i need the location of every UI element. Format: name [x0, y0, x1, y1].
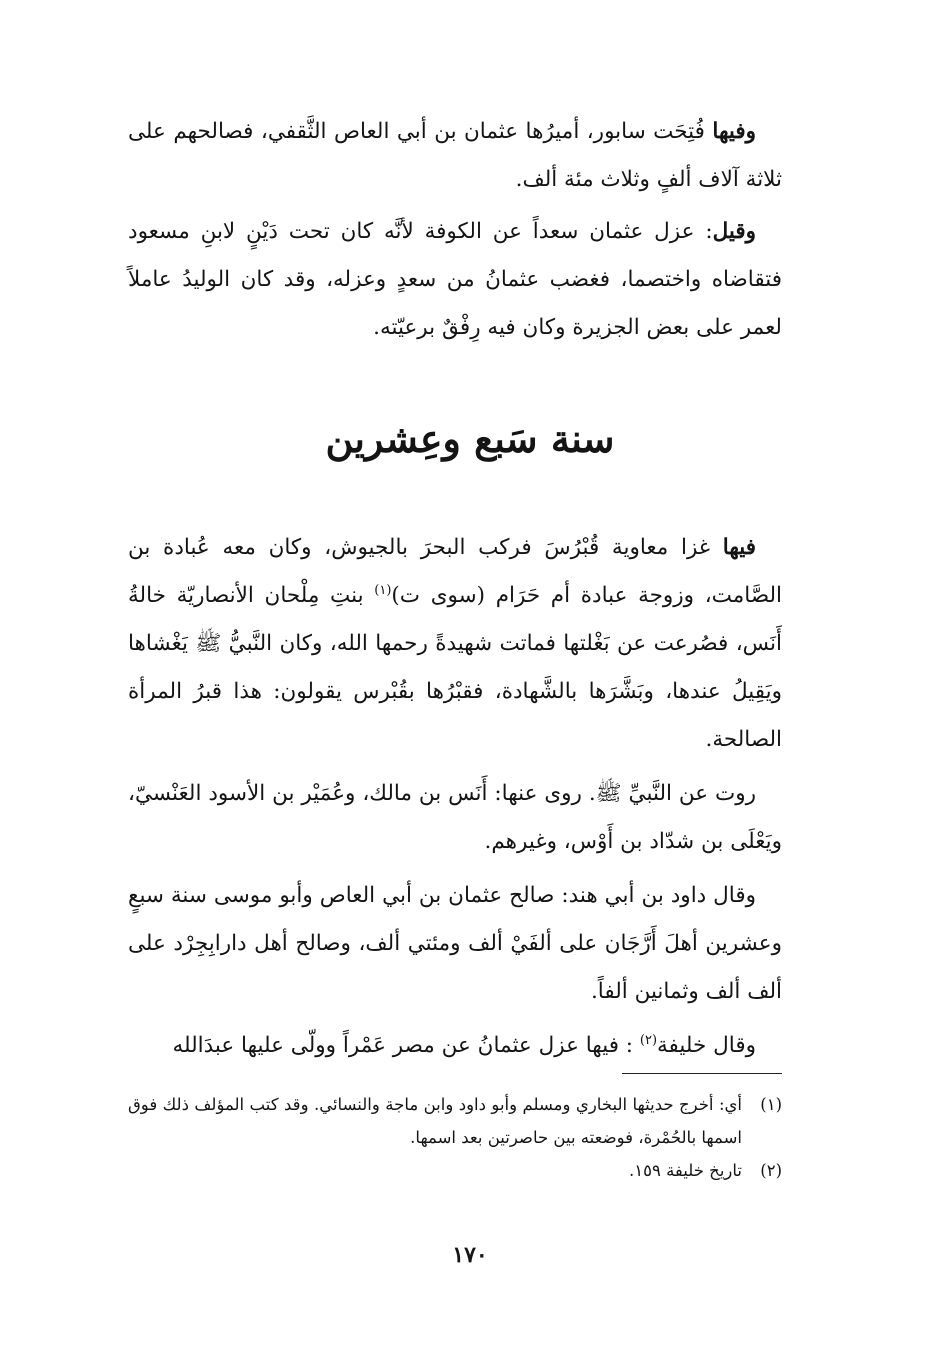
paragraph-text: : فيها عزل عثمانُ عن مصر عَمْراً وولّى عليها عبدَالله: [172, 1033, 640, 1058]
paragraph-text: فُتِحَت سابور، أميرُها عثمان بن أبي العاص الثَّقفي، فصالحهم على ثلاثة آلاف ألفٍ وثلاث مئة ألف.: [128, 119, 782, 192]
footnote-separator: [622, 1073, 782, 1074]
footnote-marker[interactable]: (١): [374, 582, 392, 598]
paragraph-sabur-conquest: [128, 108, 782, 204]
paragraph-narrators: [128, 770, 782, 866]
intro-block: [128, 108, 782, 362]
footnote-marker[interactable]: (٢): [639, 1032, 658, 1048]
paragraph-text: وقال خليفة: [657, 1033, 756, 1058]
paragraph-text: بنتِ مِلْحان الأنصاريّة خالةُ أَنَس، فصُرعت عن بَغْلتها فماتت شهيدةً رحمها الله، وكان النَّبيُّ ﷺ يَغْشاها ويَقِيلُ عندها، وبَشَّرَها بالشَّهادة، فقبْرُها بقُبْرس يقولون: هذا قبرُ المرأة الصالحة.: [128, 583, 782, 752]
paragraph-dawud-report: [128, 872, 782, 1016]
lead-word: فيها: [722, 535, 756, 560]
footnote-number: (١): [760, 1095, 782, 1114]
paragraph-text: روت عن النَّبيِّ ﷺ. روى عنها: أَنَس بن مالك، وعُمَيْر بن الأسود العَنْسيّ، ويَعْلَى بن شدّاد بن أَوْس، وغيرهم.: [128, 781, 782, 854]
paragraph-saad-dismissal: [128, 208, 782, 352]
paragraph-text: : عزل عثمان سعداً عن الكوفة لأنَّه كان تحت دَيْنٍ لابنِ مسعود فتقاضاه واختصما، فغضب عثمانُ من سعدٍ وعزله، وقد كان الوليدُ عاملاً لعمر على بعض الجزيرة وكان فيه رِفْقٌ برعيّته.: [128, 219, 782, 340]
paragraph-khalifa-report: [128, 1022, 782, 1070]
lead-word: وقيل: [712, 219, 756, 244]
paragraph-cyprus-raid: [128, 524, 782, 764]
paragraph-text: وقال داود بن أبي هند: صالح عثمان بن أبي العاص وأبو موسى سنة سبعٍ وعشرين أهلَ أَرَّجَان على ألفَيْ ألف ومئتي ألف، وصالح أهل دارابِجِرْد على ألف ألف وثمانين ألفاً.: [128, 883, 782, 1004]
section-title: سنة سَبع وعِشرين: [325, 416, 615, 461]
page-number: ١٧٠: [452, 1242, 488, 1268]
footnote-text: تاريخ خليفة ١٥٩.: [629, 1161, 742, 1180]
footnotes: [128, 1088, 782, 1187]
footnote-item: [128, 1154, 782, 1187]
footnote-number: (٢): [760, 1161, 782, 1180]
lead-word: وفيها: [712, 119, 756, 144]
footnote-item: [128, 1088, 782, 1154]
paragraph-text: غزا معاوية قُبْرُسَ فركب البحرَ بالجيوش، وكان معه عُبادة بن الصَّامت، وزوجة عبادة أم حَرَام (سوى ت): [128, 535, 782, 608]
footnote-text: أي: أخرج حديثها البخاري ومسلم وأبو داود وابن ماجة والنسائي. وقد كتب المؤلف ذلك فوق اسمها بالحُمْرة، فوضعته بين حاصرتين بعد اسمها.: [128, 1095, 742, 1147]
section-body: [128, 524, 782, 1076]
